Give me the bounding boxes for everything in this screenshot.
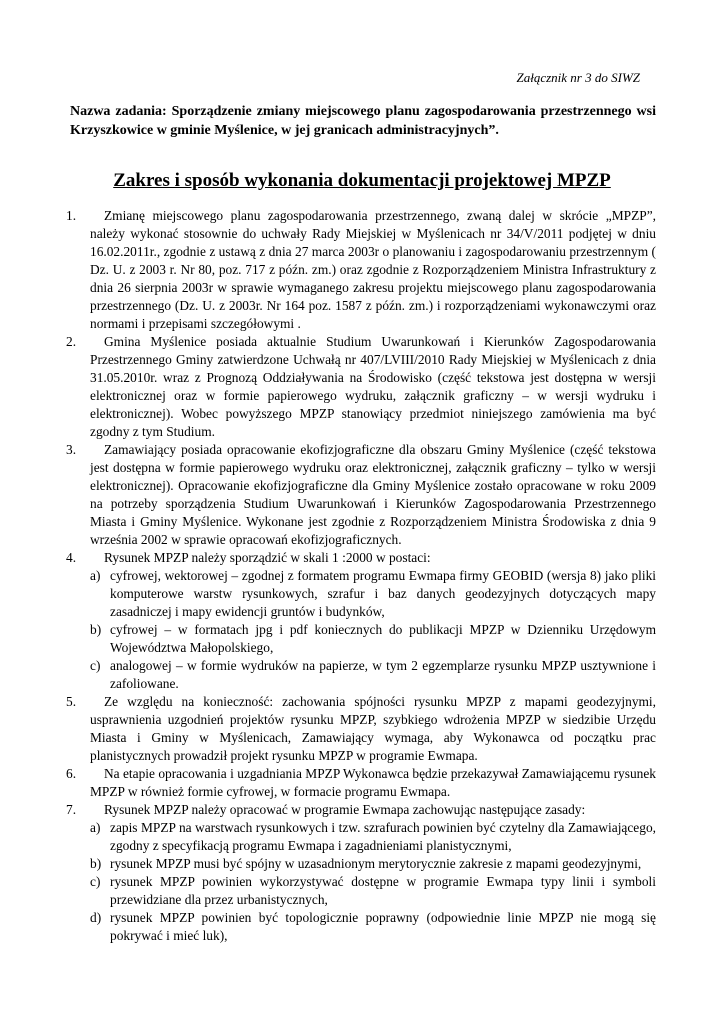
list-item-text: Gmina Myślenice posiada aktualnie Studium Uwarunkowań i Kierunków Zagospodarowania Przestrzennego Gminy zatwierdzone Uchwałą nr 407/LVIII/2010 Rady Miejskiej w Myślenicach z dnia 31.05.2010r. wraz z Prognozą Oddziaływania na Środowisko (część tekstowa jest dostępna w wersji elektronicznej oraz w formie papierowego wydruku, załącznik graficzny – w wersji wydruku i elektronicznej). Wobec powyższego MPZP stanowiący przedmiot niniejszego zamówienia ma być zgodny z tym Studium. (90, 334, 656, 439)
numbered-list (66, 207, 656, 945)
list-item (66, 441, 656, 549)
list-item-number: 4. (66, 550, 77, 565)
sub-item-letter: c) (90, 874, 101, 889)
sub-item (90, 819, 656, 855)
document-heading: Zakres i sposób wykonania dokumentacji projektowej MPZP (113, 170, 611, 191)
sub-item (90, 621, 656, 657)
list-item (66, 207, 656, 333)
list-item (66, 765, 656, 801)
list-item-number: 7. (66, 802, 77, 817)
sub-item-text: rysunek MPZP powinien wykorzystywać dostępne w programie Ewmapa typy linii i symboli przewidziane dla przez urbanistycznych, (110, 874, 656, 907)
sub-item-letter: a) (90, 820, 101, 835)
list-item (66, 693, 656, 765)
sub-item (90, 909, 656, 945)
sub-item-text: rysunek MPZP musi być spójny w uzasadnionym merytorycznie zakresie z mapami geodezyjnymi, (110, 856, 642, 871)
sub-item-letter: a) (90, 568, 101, 583)
list-item-number: 1. (66, 208, 77, 223)
list-item-number: 6. (66, 766, 77, 781)
sub-item-letter: b) (90, 622, 102, 637)
list-item-text: Na etapie opracowania i uzgadniania MPZP Wykonawca będzie przekazywał Zamawiającemu rysunek MPZP w również formie cyfrowej, w formacie programu Ewmapa. (90, 766, 656, 799)
list-item-text: Zamawiający posiada opracowanie ekofizjograficzne dla obszaru Gminy Myślenice (część tekstowa jest dostępna w formie papierowego wydruku oraz elektronicznej, załącznik graficzny – tylko w wersji elektronicznej). Opracowanie ekofizjograficzne dla Gminy Myślenice zostało opracowane w roku 2009 na potrzeby sporządzenia Studium Uwarunkowań i Kierunków Zagospodarowania Przestrzennego Miasta i Gminy Myślenice. Wykonane jest zgodnie z Rozporządzeniem Ministra Środowiska z dnia 9 września 2002 w sprawie opracowań ekofizjograficznych. (90, 442, 656, 547)
list-item-text: Ze względu na konieczność: zachowania spójności rysunku MPZP z mapami geodezyjnymi, usprawnienia uzgodnień projektów rysunku MPZP, szybkiego wdrożenia MPZP w siedzibie Urzędu Miasta i Gminy w Myślenicach, Zamawiający wymaga, aby Wykonawca od początku prac planistycznych prowadził projekt rysunku MPZP w programie Ewmapa. (90, 694, 656, 763)
sub-item-text: analogowej – w formie wydruków na papierze, w tym 2 egzemplarze rysunku MPZP usztywnione i zafoliowane. (110, 658, 656, 691)
sub-item (90, 855, 656, 873)
list-item (66, 333, 656, 441)
list-item-text: Rysunek MPZP należy sporządzić w skali 1 :2000 w postaci: (104, 550, 431, 565)
sub-item (90, 873, 656, 909)
list-item-text: Zmianę miejscowego planu zagospodarowania przestrzennego, zwaną dalej w skrócie „MPZP”, należy wykonać stosownie do uchwały Rady Miejskiej w Myślenicach nr 34/V/2011 podjętej w dniu 16.02.2011r., zgodnie z ustawą z dnia 27 marca 2003r o planowaniu i zagospodarowaniu przestrzennym ( Dz. U. z 2003 r. Nr 80, poz. 717 z późn. zm.) oraz zgodnie z Rozporządzeniem Ministra Infrastruktury z dnia 26 sierpnia 2003r w sprawie wymaganego zakresu projektu miejscowego planu zagospodarowania przestrzennego (Dz. U. z 2003r. Nr 164 poz. 1587 z późn. zm.) i rozporządzeniami wykonawczymi oraz normami i przepisami szczegółowymi . (90, 208, 656, 331)
sub-item-text: cyfrowej, wektorowej – zgodnej z formatem programu Ewmapa firmy GEOBID (wersja 8) jako pliki komputerowe warstw rysunkowych, szrafur i baz danych geodezyjnych dotyczących mapy zasadniczej i mapy ewidencji gruntów i budynków, (110, 568, 656, 619)
sub-item-letter: c) (90, 658, 101, 673)
sub-item-text: cyfrowej – w formatach jpg i pdf koniecznych do publikacji MPZP w Dzienniku Urzędowym Województwa Małopolskiego, (110, 622, 656, 655)
sub-item-text: zapis MPZP na warstwach rysunkowych i tzw. szrafurach powinien być czytelny dla Zamawiającego, zgodny z specyfikacją programu Ewmapa i zagadnieniami planistycznymi, (110, 820, 656, 853)
attachment-label: Załącznik nr 3 do SIWZ (516, 70, 640, 85)
list-item (66, 549, 656, 693)
list-item-text: Rysunek MPZP należy opracować w programie Ewmapa zachowując następujące zasady: (104, 802, 586, 817)
list-item (66, 801, 656, 945)
sub-item (90, 567, 656, 621)
sub-item-text: rysunek MPZP powinien być topologicznie poprawny (odpowiednie linie MPZP nie mogą się pokrywać i mieć luk), (110, 910, 656, 943)
sub-item (90, 657, 656, 693)
list-item-number: 2. (66, 334, 77, 349)
list-item-number: 3. (66, 442, 77, 457)
list-item-number: 5. (66, 694, 77, 709)
task-name: Nazwa zadania: Sporządzenie zmiany miejscowego planu zagospodarowania przestrzennego wsi Krzyszkowice w gminie Myślenice, w jej granicach administracyjnych”. (70, 104, 656, 138)
sub-item-letter: b) (90, 856, 102, 871)
sub-item-letter: d) (90, 910, 102, 925)
